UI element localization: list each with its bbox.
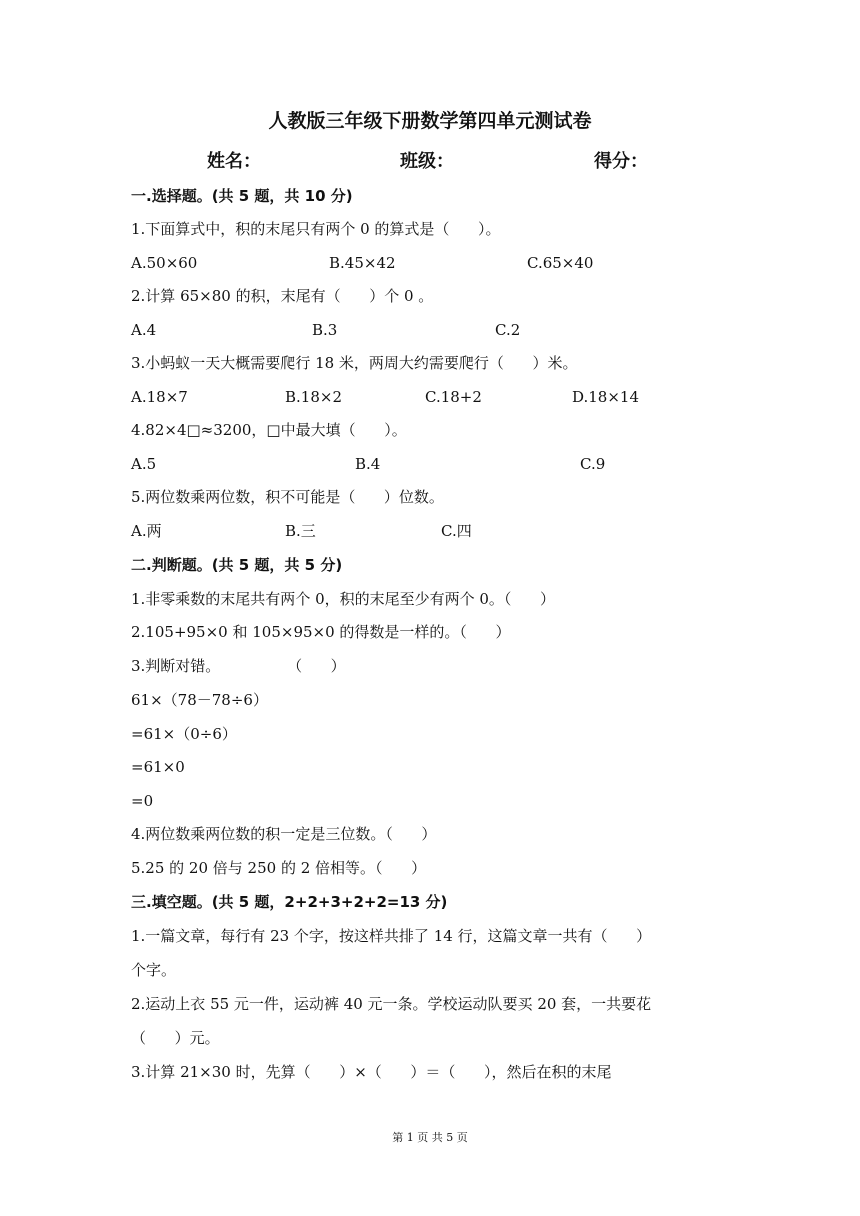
option-c: C.四 <box>441 522 472 540</box>
question-text-continued: 个字。 <box>131 961 177 979</box>
page-title: 人教版三年级下册数学第四单元测试卷 <box>268 110 592 132</box>
option-d: D.18×14 <box>572 388 640 406</box>
name-label: 姓名： <box>207 151 261 172</box>
option-c: C.18+2 <box>425 388 482 406</box>
option-a: A.5 <box>131 455 157 473</box>
option-c: C.9 <box>580 455 606 473</box>
question-text: 2.计算 65×80 的积，末尾有（ ）个 0 。 <box>131 287 434 305</box>
section-heading-judgement: 二.判断题。(共 5 题，共 5 分) <box>131 556 343 574</box>
option-b: B.三 <box>285 522 316 540</box>
calc-line: =61×0 <box>131 758 185 776</box>
section-heading-fill: 三.填空题。(共 5 题，2+2+3+2+2=13 分) <box>131 893 448 911</box>
option-a: A.18×7 <box>131 388 188 406</box>
calc-line: =61×（0÷6） <box>131 725 237 743</box>
question-text: 1.一篇文章，每行有 23 个字，按这样共排了 14 行，这篇文章一共有（ ） <box>131 927 652 945</box>
question-text: 3.判断对错。 （ ） <box>131 657 346 675</box>
question-text: 3.小蚂蚁一天大概需要爬行 18 米，两周大约需要爬行（ ）米。 <box>131 354 578 372</box>
question-text: 2.运动上衣 55 元一件，运动裤 40 元一条。学校运动队要买 20 套，一共要花 <box>131 995 652 1013</box>
question-text: 1.下面算式中，积的末尾只有两个 0 的算式是（ ）。 <box>131 220 501 238</box>
question-text: 5.两位数乘两位数，积不可能是（ ）位数。 <box>131 488 444 506</box>
score-label: 得分： <box>594 151 648 172</box>
option-a: A.50×60 <box>131 254 198 272</box>
class-label: 班级： <box>400 151 454 172</box>
question-text-continued: （ ）元。 <box>131 1029 220 1047</box>
page-footer: 第 1 页 共 5 页 <box>392 1131 468 1144</box>
option-b: B.45×42 <box>329 254 396 272</box>
option-a: A.两 <box>131 522 162 540</box>
question-text: 2.105+95×0 和 105×95×0 的得数是一样的。（ ） <box>131 623 511 641</box>
question-text: 3.计算 21×30 时，先算（ ）×（ ）＝（ ），然后在积的末尾 <box>131 1063 612 1081</box>
option-b: B.4 <box>355 455 381 473</box>
option-b: B.18×2 <box>285 388 342 406</box>
calc-line: =0 <box>131 792 154 810</box>
question-text: 1.非零乘数的末尾共有两个 0，积的末尾至少有两个 0。（ ） <box>131 590 556 608</box>
question-text: 5.25 的 20 倍与 250 的 2 倍相等。（ ） <box>131 859 427 877</box>
option-a: A.4 <box>131 321 157 339</box>
section-heading-choice: 一.选择题。(共 5 题，共 10 分) <box>131 187 353 205</box>
option-c: C.2 <box>495 321 521 339</box>
question-text: 4.82×4□≈3200，□中最大填（ ）。 <box>131 421 407 439</box>
option-b: B.3 <box>312 321 338 339</box>
calc-line: 61×（78－78÷6） <box>131 691 268 709</box>
option-c: C.65×40 <box>527 254 594 272</box>
question-text: 4.两位数乘两位数的积一定是三位数。（ ） <box>131 825 437 843</box>
